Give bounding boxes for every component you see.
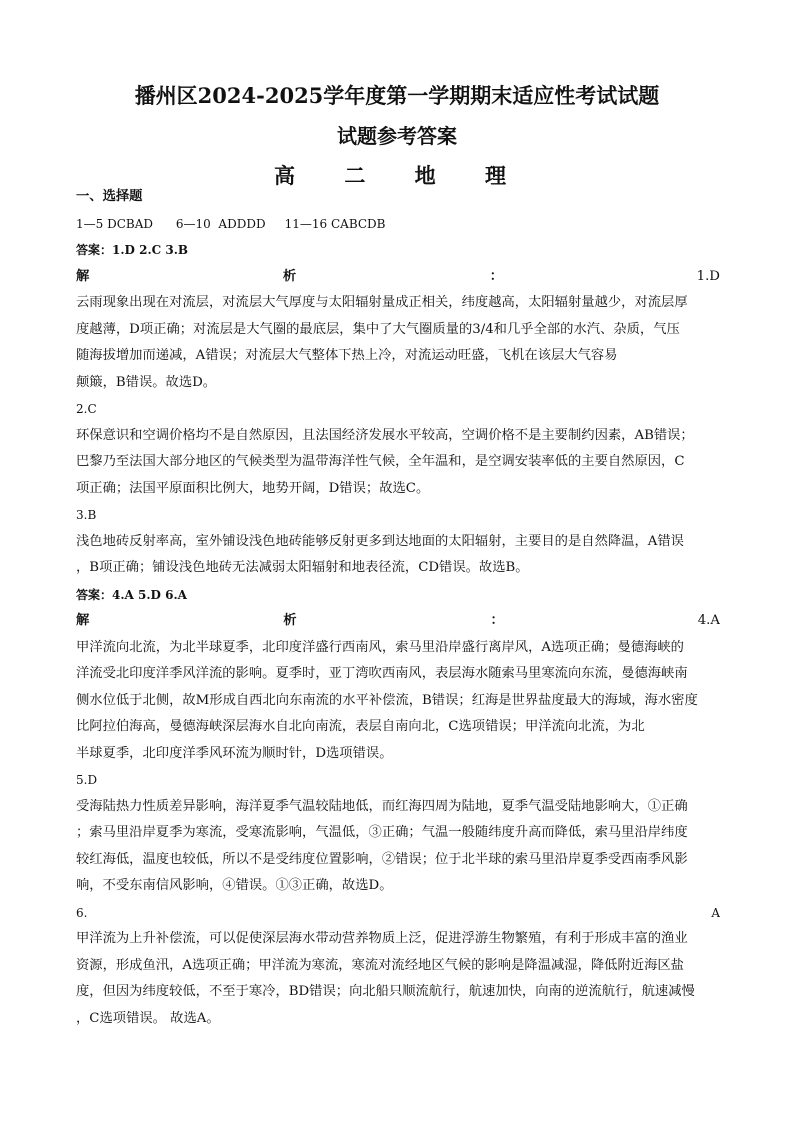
q5-text-line: 响，不受东南信风影响，④错误。①③正确，故选D。 xyxy=(76,878,393,893)
group2-jiexi-header xyxy=(76,608,720,635)
q6-text-line: 甲洋流为上升补偿流，可以促使深层海水带动营养物质上泛，促进浮游生物繁殖，有利于形成丰富的渔业 xyxy=(76,931,688,946)
q2-text-line: 巴黎乃至法国大部分地区的气候类型为温带海洋性气候，全年温和，是空调安装率低的主要自然原因，C xyxy=(76,454,685,469)
jiexi-char-2: 析 xyxy=(282,268,297,284)
q1-text-line: 随海拔增加而递减，A错误；对流层大气整体下热上冷，对流运动旺盛，飞机在该层大气容易 xyxy=(76,348,618,363)
q5-text-line: ；索马里沿岸夏季为寒流，受寒流影响，气温低，③正确；气温一般随纬度升高而降低，索马里沿岸纬度 xyxy=(76,825,688,840)
group1-answers: 答案：1.D 2.C 3.B xyxy=(76,243,189,257)
q5-label: 5.D xyxy=(76,773,98,787)
q4-text-line: 比阿拉伯海高，曼德海峡深层海水自北向南流，表层自南向北，C选项错误；甲洋流向北流，为北 xyxy=(76,719,645,734)
q6-label: 6. xyxy=(76,905,88,920)
jiexi-qnum: 4.A xyxy=(697,613,720,628)
q2-label: 2.C xyxy=(76,402,97,416)
q4-text-line: 甲洋流向北流，为北半球夏季，北印度洋盛行西南风，索马里沿岸盛行离岸风，A选项正确；曼德海峡的 xyxy=(76,639,684,655)
answer-key: 1—5 DCBAD 6—10 ADDDD 11—16 CABCDB xyxy=(76,216,386,231)
jiexi-qnum: 1.D xyxy=(696,268,720,284)
q1-text-line: 云雨现象出现在对流层，对流层大气厚度与太阳辐射量成正相关，纬度越高，太阳辐射量越少，对流层厚 xyxy=(76,295,688,310)
jiexi-colon: ： xyxy=(490,613,504,628)
jiexi-char-2: 析 xyxy=(283,613,297,628)
q1-text-line: 度越薄，D项正确；对流层是大气圈的最底层，集中了大气圈质量的3/4和几乎全部的水汽、杂质，气压 xyxy=(76,321,680,337)
document-title: 播州区2024-2025学年度第一学期期末适应性考试试题 xyxy=(134,83,660,108)
document-subtitle: 试题参考答案 xyxy=(337,124,457,148)
q6-label-row xyxy=(76,900,720,927)
group1-jiexi-header xyxy=(76,264,720,291)
q4-text-line: 半球夏季，北印度洋季风环流为顺时针，D选项错误。 xyxy=(76,745,393,761)
q5-text-line: 受海陆热力性质差异影响，海洋夏季气温较陆地低，而红海四周为陆地，夏季气温受陆地影响大，①正确 xyxy=(76,798,688,814)
q2-text-line: 环保意识和空调价格均不是自然原因，且法国经济发展水平较高，空调价格不是主要制约因素，AB错误； xyxy=(76,427,694,443)
q5-text-line: 较红海低，温度也较低，所以不是受纬度位置影响，②错误；位于北半球的索马里沿岸夏季受西南季风影 xyxy=(76,851,688,867)
q6-text-line: 度，但因为纬度较低，不至于寒冷，BD错误；向北船只顺流航行，航速加快，向南的逆流航行，航速减慢 xyxy=(76,984,695,999)
q2-text-line: 项正确；法国平原面积比例大，地势开阔，D错误；故选C。 xyxy=(76,480,430,496)
jiexi-colon: ： xyxy=(489,268,504,284)
q1-text-line: 颠簸，B错误。故选D。 xyxy=(76,374,217,390)
section-heading: 一、选择题 xyxy=(76,189,143,204)
jiexi-char-1: 解 xyxy=(76,613,90,628)
q3-label: 3.B xyxy=(76,508,97,522)
q4-text-line: 侧水位低于北侧，故M形成自西北向东南流的水平补偿流，B错误；红海是世界盐度最大的海域，海水密度 xyxy=(76,692,698,708)
q6-text-line: ，C选项错误。 故选A。 xyxy=(76,1010,220,1026)
q3-text-line: 浅色地砖反射率高，室外铺设浅色地砖能够反射更多到达地面的太阳辐射，主要目的是自然降温，A错误 xyxy=(76,533,684,549)
group2-answers: 答案：4.A 5.D 6.A xyxy=(76,587,187,602)
subject-title: 高 二 地 理 xyxy=(274,163,520,188)
section-1 xyxy=(76,184,720,1032)
q6-text-line: 资源，形成鱼汛，A选项正确；甲洋流为寒流，寒流对流经地区气候的影响是降温减湿，降低附近海区盐 xyxy=(76,957,684,973)
q6-answer: A xyxy=(711,905,720,920)
q4-text-line: 洋流受北印度洋季风洋流的影响。夏季时，亚丁湾吹西南风，表层海水随索马里寒流向东流，曼德海峡南 xyxy=(76,666,688,681)
q3-text-line: ，B项正确；铺设浅色地砖无法减弱太阳辐射和地表径流，CD错误。故选B。 xyxy=(76,560,529,575)
jiexi-char-1: 解 xyxy=(76,268,90,284)
